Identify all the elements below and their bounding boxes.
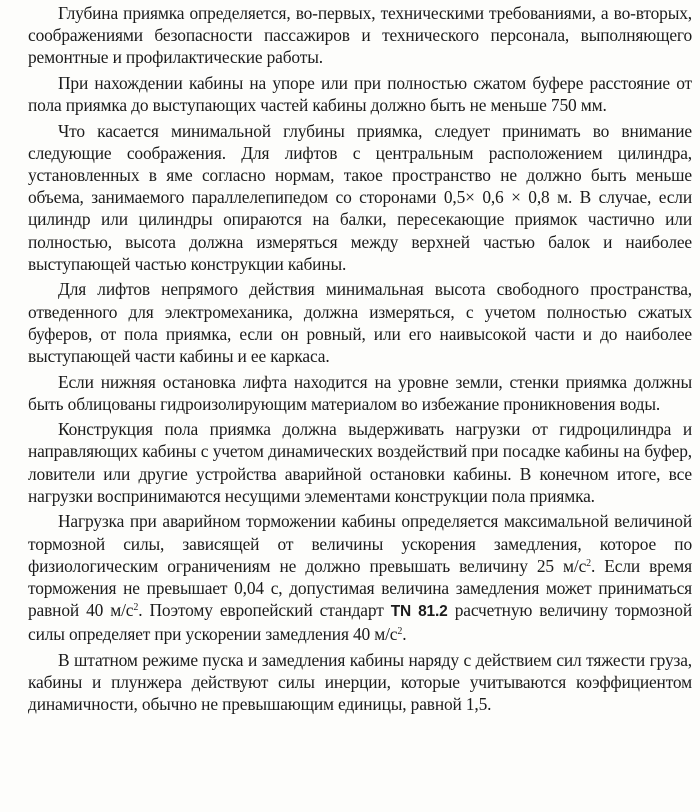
braking-text-b: . Если время торможения не превышает 0,04 с, допустимая величина замедления может приниматься равной 40 м/с <box>28 555 692 621</box>
paragraph-min-depth: Что касается минимальной глубины приямка, следует принимать во внимание следующие соображения. Для лифтов с центральным расположением цилиндра, установленных в яме согласно нормам, такое пространство не должно быть меньше объема, занимаемого параллелепипедом со сторонами 0,5× 0,6 × 0,8 м. В случае, если цилиндр или цилиндры опираются на балки, пересекающие приямок частично или полностью, высота должна измеряться между верхней частью балок и наиболее выступающей частью конструкции кабины. <box>28 120 692 274</box>
standard-code: TN 81.2 <box>390 603 448 621</box>
paragraph-waterproofing: Если нижняя остановка лифта находится на уровне земли, стенки приямка должны быть облицованы гидроизолирующим материалом во избежание проникновения воды. <box>28 371 692 414</box>
paragraph-indirect-lifts: Для лифтов непрямого действия минимальная высота свободного пространства, отведенного для электромеханика, должна измеряться, с учетом полностью сжатых буферов, от пола приямка, если он ровный, или его наивысокой части и до наиболее выступающей части кабины и ее каркаса. <box>28 279 692 366</box>
paragraph-normal-mode: В штатном режиме пуска и замедления кабины наряду с действием сил тяжести груза, кабины и плунжера действуют силы инерции, которые учитываются коэффициентом динамичности, обычно не превышающим единицы, равной 1,5. <box>28 649 692 715</box>
paragraph-emergency-braking <box>28 510 692 645</box>
braking-text-a: Нагрузка при аварийном торможении кабины определяется максимальной величиной тормозной силы, зависящей от величины ускорения замедления, которое по физиологическим ограничениям не должно превышать величину 25 м/с <box>28 511 692 576</box>
paragraph-pit-depth: Глубина приямка определяется, во-первых, техническими требованиями, а во-вторых, соображениями безопасности пассажиров и технического персонала, выполняющего ремонтные и профилактические работы. <box>28 3 692 68</box>
braking-text-d: расчетную величину тормозной силы определяет при ускорении замедления 40 м/с <box>28 600 692 645</box>
superscript-c: 2 <box>397 626 403 638</box>
braking-text-e: . <box>402 624 407 645</box>
document-page <box>28 2 692 719</box>
superscript-a: 2 <box>586 557 591 569</box>
braking-text-c: . Поэтому европейский стандарт <box>138 600 391 621</box>
paragraph-floor-loads: Конструкция пола приямка должна выдерживать нагрузки от гидроцилиндра и направляющих кабины с учетом динамических воздействий при посадке кабины на буфер, ловители или другие устройства аварийной остановки кабины. В конечном итоге, все нагрузки воспринимаются несущими элементами конструкции пола приямка. <box>28 419 692 506</box>
superscript-b: 2 <box>133 602 139 614</box>
paragraph-clearance: При нахождении кабины на упоре или при полностью сжатом буфере расстояние от пола приямка до выступающих частей кабины должно быть не меньше 750 мм. <box>28 72 692 116</box>
